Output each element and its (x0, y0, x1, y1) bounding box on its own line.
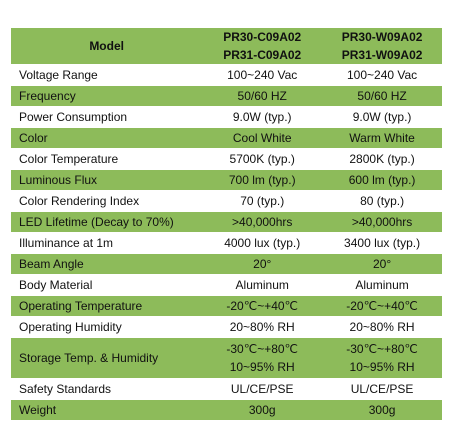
spec-value-warm: 9.0W (typ.) (322, 107, 442, 128)
spec-value-cool: Aluminum (202, 275, 322, 296)
spec-value-cool: 20° (202, 254, 322, 275)
spec-value-line: -30℃~+80℃ (346, 342, 418, 356)
spec-value-cool: 4000 lux (typ.) (202, 233, 322, 254)
spec-row (11, 254, 442, 275)
spec-value-cool: -20℃~+40℃ (202, 296, 322, 317)
model-code: PR30-C09A02 (223, 30, 302, 44)
header-model-cool (202, 28, 322, 65)
spec-label: Color Temperature (11, 149, 202, 170)
spec-label: LED Lifetime (Decay to 70%) (11, 212, 202, 233)
spec-row (11, 65, 442, 86)
spec-value-warm: 20° (322, 254, 442, 275)
spec-row (11, 400, 442, 421)
spec-value-cool: 9.0W (typ.) (202, 107, 322, 128)
model-code: PR30-W09A02 (341, 30, 423, 44)
model-code: PR31-W09A02 (341, 48, 423, 62)
spec-value-cool: 100~240 Vac (202, 65, 322, 86)
spec-value-warm: 80 (typ.) (322, 191, 442, 212)
spec-value-cool: 300g (202, 400, 322, 421)
spec-row (11, 128, 442, 149)
spec-label: Operating Humidity (11, 317, 202, 338)
spec-value-line: 10~95% RH (229, 360, 295, 374)
spec-row (11, 379, 442, 400)
spec-value-warm: -20℃~+40℃ (322, 296, 442, 317)
spec-row (11, 212, 442, 233)
spec-value-warm: 50/60 HZ (322, 86, 442, 107)
spec-label: Color Rendering Index (11, 191, 202, 212)
spec-row (11, 86, 442, 107)
spec-value-warm: Aluminum (322, 275, 442, 296)
spec-label: Color (11, 128, 202, 149)
spec-row (11, 191, 442, 212)
spec-value-cool: >40,000hrs (202, 212, 322, 233)
spec-row (11, 296, 442, 317)
spec-value-warm: 600 lm (typ.) (322, 170, 442, 191)
spec-label: Frequency (11, 86, 202, 107)
model-code: PR31-C09A02 (223, 48, 302, 62)
spec-value-cool: UL/CE/PSE (202, 379, 322, 400)
spec-row (11, 149, 442, 170)
header-row (11, 28, 442, 65)
spec-value-cool: 700 lm (typ.) (202, 170, 322, 191)
spec-value-cool: 50/60 HZ (202, 86, 322, 107)
spec-label: Beam Angle (11, 254, 202, 275)
spec-value-warm: 300g (322, 400, 442, 421)
spec-row (11, 338, 442, 379)
header-label: Model (11, 28, 202, 65)
spec-label: Weight (11, 400, 202, 421)
spec-label: Storage Temp. & Humidity (11, 338, 202, 379)
spec-row (11, 170, 442, 191)
spec-label: Power Consumption (11, 107, 202, 128)
spec-value-cool: 70 (typ.) (202, 191, 322, 212)
spec-row (11, 317, 442, 338)
spec-value-warm (322, 338, 442, 379)
spec-value-warm: UL/CE/PSE (322, 379, 442, 400)
spec-table (11, 28, 442, 421)
spec-value-cool: 20~80% RH (202, 317, 322, 338)
spec-value-line: 10~95% RH (349, 360, 415, 374)
spec-value-cool: Cool White (202, 128, 322, 149)
spec-value-warm: >40,000hrs (322, 212, 442, 233)
spec-value-warm: 3400 lux (typ.) (322, 233, 442, 254)
spec-label: Luminous Flux (11, 170, 202, 191)
spec-value-warm: 20~80% RH (322, 317, 442, 338)
spec-value-warm: Warm White (322, 128, 442, 149)
spec-value-warm: 2800K (typ.) (322, 149, 442, 170)
spec-label: Operating Temperature (11, 296, 202, 317)
spec-label: Safety Standards (11, 379, 202, 400)
spec-label: Body Material (11, 275, 202, 296)
spec-label: Voltage Range (11, 65, 202, 86)
spec-value-cool (202, 338, 322, 379)
spec-row (11, 107, 442, 128)
spec-value-warm: 100~240 Vac (322, 65, 442, 86)
spec-value-cool: 5700K (typ.) (202, 149, 322, 170)
spec-value-line: -30℃~+80℃ (226, 342, 299, 356)
spec-row (11, 233, 442, 254)
spec-label: Illuminance at 1m (11, 233, 202, 254)
header-model-warm (322, 28, 442, 65)
spec-row (11, 275, 442, 296)
